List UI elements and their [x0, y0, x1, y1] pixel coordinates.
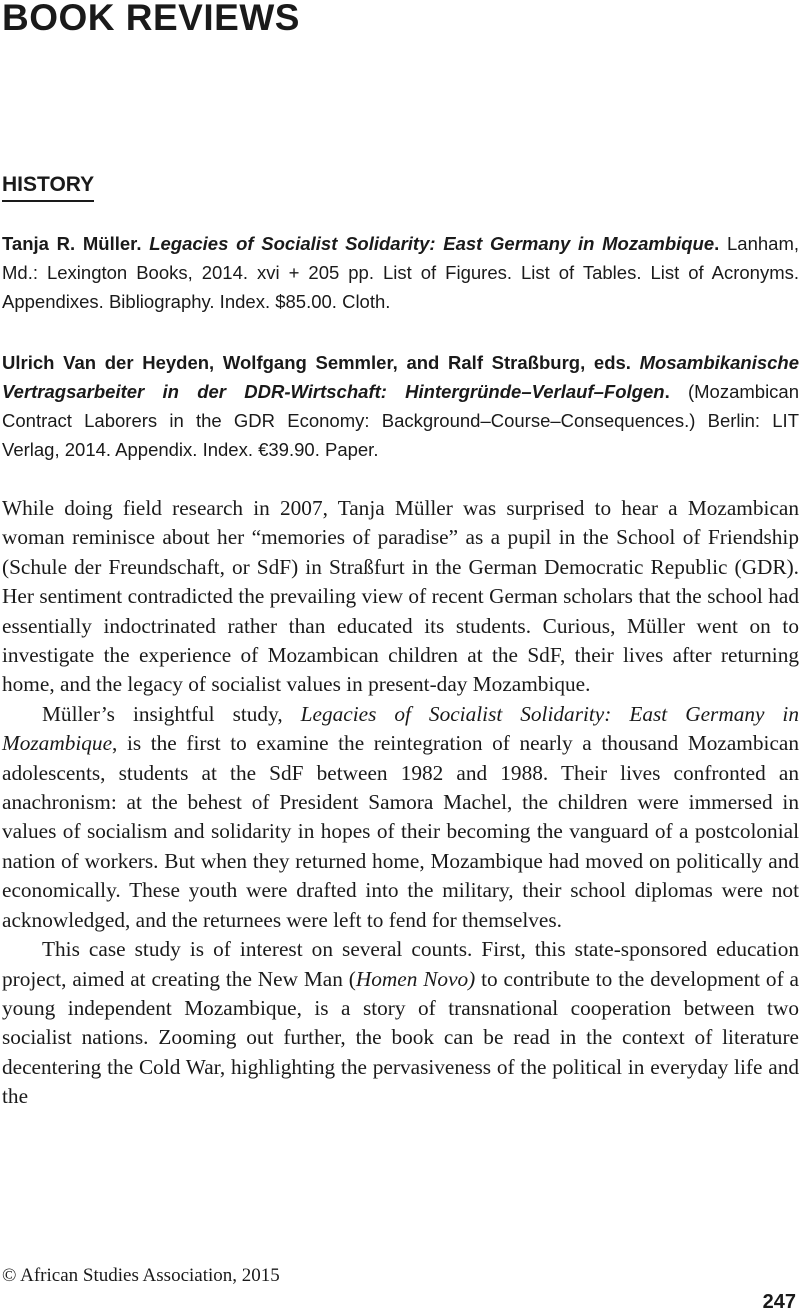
citation-title: Legacies of Socialist Solidarity: East Germany in Mozambique	[149, 233, 715, 254]
paragraph-text: to contribute to the development of a young independent Mozambique, is a story of transnational cooperation between two socialist nations. Zooming out further, the book can be read in the context of literature decentering the Cold War, highlighting the pervasiveness of the political in everyday life and the	[2, 966, 799, 1109]
book-title-italic: Legacies of Socialist Solidarity: East Germany in Mozambique	[2, 701, 800, 756]
citation-title-end: .	[664, 381, 670, 402]
paragraph-text: Müller’s insightful study,	[42, 701, 301, 726]
citation-author: Ulrich Van der Heyden, Wolfgang Semmler, and Ralf Straßburg, eds.	[2, 352, 631, 373]
citation-author: Tanja R. Müller.	[2, 233, 142, 254]
book-citation-2	[2, 348, 799, 464]
review-body	[2, 494, 799, 1112]
citation-details: Lanham, Md.: Lexington Books, 2014. xvi + 205 pp. List of Figures. List of Tables. List of Acronyms. Appendixes. Bibliography. Index. $85.00. Cloth.	[2, 233, 800, 312]
paragraph-text: , is the first to examine the reintegration of nearly a thousand Mozambican adolescents, students at the SdF between 1982 and 1988. Their lives confronted an anachronism: at the behest of President Samora Machel, the children were immersed in values of socialism and solidarity in hopes of their becoming the vanguard of a postcolonial nation of workers. But when they returned home, Mozambique had moved on politically and economically. These youth were drafted into the military, their school diplomas were not acknowledged, and the returnees were left to fend for themselves.	[2, 731, 799, 932]
paragraph-text: This case study is of interest on several counts. First, this state-sponsored education project, aimed at creating the New Man (	[2, 937, 799, 991]
citation-title-end: .	[714, 233, 720, 254]
citation-title: Mosambikanische Vertragsarbeiter in der DDR-Wirtschaft: Hintergründe–Verlauf–Folgen	[2, 352, 800, 402]
citation-details: (Mozambican Contract Laborers in the GDR Economy: Background–Course–Consequences.) Berlin: LIT Verlag, 2014. Appendix. Index. €39.90. Paper.	[2, 381, 800, 460]
review-paragraph-1: While doing field research in 2007, Tanja Müller was surprised to hear a Mozambican woman reminisce about her “memories of paradise” as a pupil in the School of Friendship (Schule der Freundschaft, or SdF) in Straßfurt in the German Democratic Republic (GDR). Her sentiment contradicted the prevailing view of recent German scholars that the school had essentially indoctrinated rather than educated its students. Curious, Müller went on to investigate the experience of Mozambican children at the SdF, their lives after returning home, and the legacy of socialist values in present-day Mozambique.	[2, 496, 799, 697]
review-paragraph-3	[2, 935, 799, 1111]
review-paragraph-2	[2, 700, 799, 935]
foreign-term-italic: Homen Novo)	[355, 966, 476, 991]
copyright-notice: © African Studies Association, 2015	[2, 1265, 280, 1286]
page-header-title: BOOK REVIEWS	[2, 0, 300, 38]
book-citation-1	[2, 229, 799, 316]
section-heading: HISTORY	[2, 172, 94, 202]
page-number: 247	[762, 1291, 796, 1313]
